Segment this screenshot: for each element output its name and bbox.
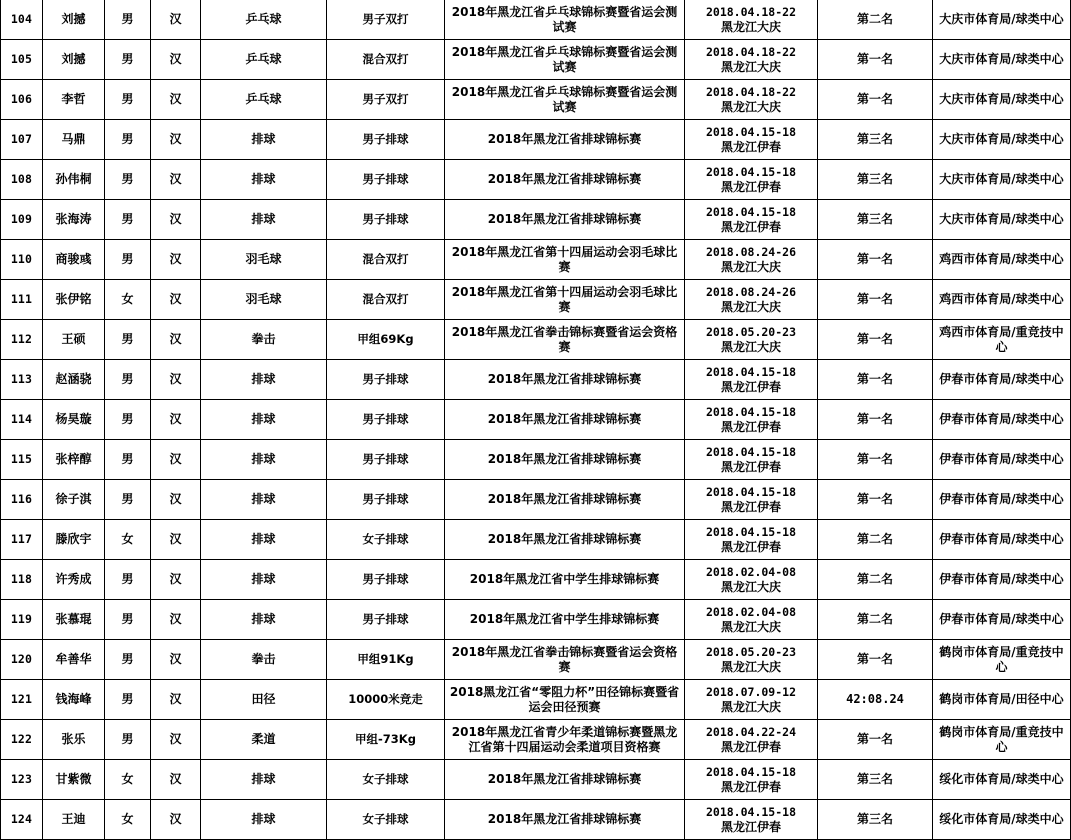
result-cell: 第一名 — [818, 720, 933, 760]
competition-cell: 2018年黑龙江省排球锦标赛 — [445, 120, 685, 160]
sport-cell: 拳击 — [201, 640, 327, 680]
table-row — [1, 360, 1071, 400]
date-text: 2018.07.09-12 — [705, 684, 796, 699]
competition-cell: 2018年黑龙江省第十四届运动会羽毛球比赛 — [445, 240, 685, 280]
result-cell: 第二名 — [818, 520, 933, 560]
sport-cell: 拳击 — [201, 320, 327, 360]
date-text: 2018.04.15-18 — [705, 804, 796, 819]
athlete-name-cell: 张慕琨 — [43, 600, 105, 640]
ethnicity-cell: 汉 — [151, 720, 201, 760]
gender-cell: 男 — [105, 560, 151, 600]
result-cell: 第三名 — [818, 800, 933, 840]
location-text: 黑龙江伊春 — [720, 739, 781, 754]
unit-cell: 伊春市体育局/球类中心 — [933, 400, 1071, 440]
competition-cell: 2018年黑龙江省排球锦标赛 — [445, 760, 685, 800]
competition-cell: 2018年黑龙江省排球锦标赛 — [445, 440, 685, 480]
ethnicity-cell: 汉 — [151, 400, 201, 440]
unit-cell: 伊春市体育局/球类中心 — [933, 600, 1071, 640]
sport-cell: 排球 — [201, 560, 327, 600]
row-number-cell: 106 — [1, 80, 43, 120]
date-location-cell — [685, 560, 818, 600]
competition-cell: 2018年黑龙江省中学生排球锦标赛 — [445, 560, 685, 600]
location-text: 黑龙江伊春 — [720, 419, 781, 434]
date-text: 2018.04.15-18 — [705, 524, 796, 539]
gender-cell: 男 — [105, 160, 151, 200]
row-number-cell: 109 — [1, 200, 43, 240]
gender-cell: 男 — [105, 80, 151, 120]
result-cell: 第二名 — [818, 600, 933, 640]
event-cell: 男子排球 — [327, 440, 445, 480]
gender-cell: 男 — [105, 240, 151, 280]
competition-cell: 2018年黑龙江省中学生排球锦标赛 — [445, 600, 685, 640]
date-text: 2018.04.15-18 — [705, 764, 796, 779]
ethnicity-cell: 汉 — [151, 360, 201, 400]
results-table-body — [1, 0, 1071, 840]
date-location-cell — [685, 760, 818, 800]
date-location-cell — [685, 720, 818, 760]
location-text: 黑龙江伊春 — [720, 179, 781, 194]
competition-cell: 2018年黑龙江省排球锦标赛 — [445, 480, 685, 520]
date-location-cell — [685, 40, 818, 80]
date-text: 2018.04.15-18 — [705, 484, 796, 499]
competition-cell: 2018年黑龙江省青少年柔道锦标赛暨黑龙江省第十四届运动会柔道项目资格赛 — [445, 720, 685, 760]
competition-cell: 2018年黑龙江省排球锦标赛 — [445, 360, 685, 400]
athlete-name-cell: 张伊铭 — [43, 280, 105, 320]
location-text: 黑龙江伊春 — [720, 379, 781, 394]
ethnicity-cell: 汉 — [151, 120, 201, 160]
event-cell: 混合双打 — [327, 40, 445, 80]
ethnicity-cell: 汉 — [151, 240, 201, 280]
ethnicity-cell: 汉 — [151, 280, 201, 320]
location-text: 黑龙江大庆 — [720, 259, 781, 274]
table-row — [1, 440, 1071, 480]
gender-cell: 男 — [105, 320, 151, 360]
table-row — [1, 0, 1071, 40]
location-text: 黑龙江伊春 — [720, 539, 781, 554]
event-cell: 男子排球 — [327, 360, 445, 400]
gender-cell: 男 — [105, 200, 151, 240]
athlete-name-cell: 牟善华 — [43, 640, 105, 680]
date-location-cell — [685, 80, 818, 120]
unit-cell: 鸡西市体育局/球类中心 — [933, 240, 1071, 280]
unit-cell: 绥化市体育局/球类中心 — [933, 760, 1071, 800]
table-row — [1, 160, 1071, 200]
table-row — [1, 680, 1071, 720]
date-location-cell — [685, 400, 818, 440]
ethnicity-cell: 汉 — [151, 440, 201, 480]
ethnicity-cell: 汉 — [151, 560, 201, 600]
event-cell: 混合双打 — [327, 280, 445, 320]
gender-cell: 女 — [105, 760, 151, 800]
table-row — [1, 520, 1071, 560]
sport-cell: 羽毛球 — [201, 280, 327, 320]
location-text: 黑龙江大庆 — [720, 619, 781, 634]
unit-cell: 伊春市体育局/球类中心 — [933, 440, 1071, 480]
unit-cell: 鸡西市体育局/球类中心 — [933, 280, 1071, 320]
row-number-cell: 121 — [1, 680, 43, 720]
result-cell: 第一名 — [818, 400, 933, 440]
gender-cell: 男 — [105, 600, 151, 640]
location-text: 黑龙江大庆 — [720, 99, 781, 114]
gender-cell: 男 — [105, 0, 151, 40]
athlete-name-cell: 钱海峰 — [43, 680, 105, 720]
row-number-cell: 107 — [1, 120, 43, 160]
result-cell: 第二名 — [818, 0, 933, 40]
row-number-cell: 110 — [1, 240, 43, 280]
competition-cell: 2018年黑龙江省拳击锦标赛暨省运会资格赛 — [445, 640, 685, 680]
unit-cell: 鸡西市体育局/重竞技中心 — [933, 320, 1071, 360]
result-cell: 第一名 — [818, 480, 933, 520]
unit-cell: 绥化市体育局/球类中心 — [933, 800, 1071, 840]
table-row — [1, 400, 1071, 440]
athlete-name-cell: 张乐 — [43, 720, 105, 760]
sport-cell: 排球 — [201, 480, 327, 520]
result-cell: 第一名 — [818, 40, 933, 80]
athlete-name-cell: 徐子淇 — [43, 480, 105, 520]
result-cell: 42:08.24 — [818, 680, 933, 720]
table-row — [1, 40, 1071, 80]
athlete-name-cell: 商骏彧 — [43, 240, 105, 280]
date-text: 2018.04.15-18 — [705, 404, 796, 419]
competition-cell: 2018黑龙江省“零阻力杯”田径锦标赛暨省运会田径预赛 — [445, 680, 685, 720]
athlete-name-cell: 杨昊璇 — [43, 400, 105, 440]
event-cell: 女子排球 — [327, 800, 445, 840]
competition-cell: 2018年黑龙江省排球锦标赛 — [445, 160, 685, 200]
row-number-cell: 116 — [1, 480, 43, 520]
athlete-name-cell: 王硕 — [43, 320, 105, 360]
result-cell: 第二名 — [818, 560, 933, 600]
ethnicity-cell: 汉 — [151, 680, 201, 720]
event-cell: 男子排球 — [327, 120, 445, 160]
ethnicity-cell: 汉 — [151, 40, 201, 80]
unit-cell: 伊春市体育局/球类中心 — [933, 480, 1071, 520]
date-text: 2018.04.15-18 — [705, 364, 796, 379]
location-text: 黑龙江伊春 — [720, 819, 781, 834]
table-row — [1, 600, 1071, 640]
date-location-cell — [685, 0, 818, 40]
competition-cell: 2018年黑龙江省乒乓球锦标赛暨省运会测试赛 — [445, 40, 685, 80]
gender-cell: 女 — [105, 520, 151, 560]
date-location-cell — [685, 240, 818, 280]
date-location-cell — [685, 440, 818, 480]
athlete-name-cell: 许秀成 — [43, 560, 105, 600]
date-location-cell — [685, 120, 818, 160]
event-cell: 甲组69Kg — [327, 320, 445, 360]
event-cell: 男子排球 — [327, 160, 445, 200]
date-text: 2018.08.24-26 — [705, 244, 796, 259]
result-cell: 第一名 — [818, 320, 933, 360]
sport-cell: 排球 — [201, 440, 327, 480]
row-number-cell: 111 — [1, 280, 43, 320]
result-cell: 第一名 — [818, 440, 933, 480]
table-row — [1, 280, 1071, 320]
athlete-name-cell: 张海涛 — [43, 200, 105, 240]
sport-cell: 排球 — [201, 760, 327, 800]
sport-cell: 田径 — [201, 680, 327, 720]
sport-cell: 乒乓球 — [201, 40, 327, 80]
gender-cell: 男 — [105, 120, 151, 160]
table-row — [1, 240, 1071, 280]
sport-cell: 排球 — [201, 520, 327, 560]
ethnicity-cell: 汉 — [151, 0, 201, 40]
gender-cell: 女 — [105, 800, 151, 840]
row-number-cell: 124 — [1, 800, 43, 840]
date-text: 2018.02.04-08 — [705, 564, 796, 579]
location-text: 黑龙江伊春 — [720, 779, 781, 794]
row-number-cell: 113 — [1, 360, 43, 400]
location-text: 黑龙江大庆 — [720, 699, 781, 714]
table-row — [1, 80, 1071, 120]
sport-cell: 排球 — [201, 400, 327, 440]
athlete-name-cell: 张梓醇 — [43, 440, 105, 480]
location-text: 黑龙江伊春 — [720, 499, 781, 514]
table-row — [1, 480, 1071, 520]
result-cell: 第三名 — [818, 120, 933, 160]
athlete-name-cell: 孙伟桐 — [43, 160, 105, 200]
competition-cell: 2018年黑龙江省排球锦标赛 — [445, 800, 685, 840]
date-location-cell — [685, 680, 818, 720]
location-text: 黑龙江大庆 — [720, 659, 781, 674]
date-location-cell — [685, 800, 818, 840]
sport-cell: 排球 — [201, 360, 327, 400]
event-cell: 男子排球 — [327, 560, 445, 600]
gender-cell: 男 — [105, 400, 151, 440]
location-text: 黑龙江伊春 — [720, 139, 781, 154]
gender-cell: 男 — [105, 720, 151, 760]
location-text: 黑龙江大庆 — [720, 19, 781, 34]
unit-cell: 大庆市体育局/球类中心 — [933, 160, 1071, 200]
date-location-cell — [685, 280, 818, 320]
date-location-cell — [685, 600, 818, 640]
gender-cell: 男 — [105, 40, 151, 80]
ethnicity-cell: 汉 — [151, 640, 201, 680]
athlete-name-cell: 滕欣宇 — [43, 520, 105, 560]
sport-cell: 排球 — [201, 600, 327, 640]
location-text: 黑龙江大庆 — [720, 59, 781, 74]
sport-cell: 排球 — [201, 160, 327, 200]
date-text: 2018.04.15-18 — [705, 204, 796, 219]
location-text: 黑龙江伊春 — [720, 459, 781, 474]
event-cell: 男子排球 — [327, 200, 445, 240]
athlete-name-cell: 甘紫微 — [43, 760, 105, 800]
table-row — [1, 640, 1071, 680]
sport-cell: 柔道 — [201, 720, 327, 760]
athlete-name-cell: 李哲 — [43, 80, 105, 120]
unit-cell: 鹤岗市体育局/田径中心 — [933, 680, 1071, 720]
unit-cell: 伊春市体育局/球类中心 — [933, 560, 1071, 600]
table-row — [1, 560, 1071, 600]
row-number-cell: 115 — [1, 440, 43, 480]
row-number-cell: 108 — [1, 160, 43, 200]
sport-cell: 排球 — [201, 200, 327, 240]
date-text: 2018.04.18-22 — [705, 84, 796, 99]
result-cell: 第一名 — [818, 240, 933, 280]
date-text: 2018.04.15-18 — [705, 164, 796, 179]
athlete-name-cell: 刘撼 — [43, 40, 105, 80]
date-location-cell — [685, 640, 818, 680]
sport-cell: 乒乓球 — [201, 80, 327, 120]
result-cell: 第一名 — [818, 280, 933, 320]
ethnicity-cell: 汉 — [151, 160, 201, 200]
date-text: 2018.05.20-23 — [705, 644, 796, 659]
ethnicity-cell: 汉 — [151, 480, 201, 520]
date-text: 2018.05.20-23 — [705, 324, 796, 339]
gender-cell: 男 — [105, 440, 151, 480]
sport-cell: 羽毛球 — [201, 240, 327, 280]
date-location-cell — [685, 320, 818, 360]
ethnicity-cell: 汉 — [151, 760, 201, 800]
event-cell: 男子排球 — [327, 400, 445, 440]
table-row — [1, 320, 1071, 360]
event-cell: 男子排球 — [327, 480, 445, 520]
gender-cell: 男 — [105, 480, 151, 520]
event-cell: 10000米竞走 — [327, 680, 445, 720]
athlete-name-cell: 刘撼 — [43, 0, 105, 40]
row-number-cell: 114 — [1, 400, 43, 440]
gender-cell: 男 — [105, 360, 151, 400]
result-cell: 第一名 — [818, 640, 933, 680]
location-text: 黑龙江伊春 — [720, 219, 781, 234]
ethnicity-cell: 汉 — [151, 80, 201, 120]
row-number-cell: 104 — [1, 0, 43, 40]
event-cell: 女子排球 — [327, 760, 445, 800]
table-row — [1, 800, 1071, 840]
ethnicity-cell: 汉 — [151, 320, 201, 360]
row-number-cell: 119 — [1, 600, 43, 640]
athlete-name-cell: 王迪 — [43, 800, 105, 840]
table-row — [1, 720, 1071, 760]
unit-cell: 大庆市体育局/球类中心 — [933, 40, 1071, 80]
ethnicity-cell: 汉 — [151, 800, 201, 840]
gender-cell: 女 — [105, 280, 151, 320]
row-number-cell: 122 — [1, 720, 43, 760]
competition-cell: 2018年黑龙江省第十四届运动会羽毛球比赛 — [445, 280, 685, 320]
competition-cell: 2018年黑龙江省排球锦标赛 — [445, 400, 685, 440]
date-location-cell — [685, 480, 818, 520]
result-cell: 第三名 — [818, 200, 933, 240]
ethnicity-cell: 汉 — [151, 600, 201, 640]
event-cell: 甲组91Kg — [327, 640, 445, 680]
event-cell: 男子双打 — [327, 0, 445, 40]
location-text: 黑龙江大庆 — [720, 579, 781, 594]
result-cell: 第三名 — [818, 160, 933, 200]
date-text: 2018.04.18-22 — [705, 4, 796, 19]
event-cell: 女子排球 — [327, 520, 445, 560]
unit-cell: 鹤岗市体育局/重竞技中心 — [933, 640, 1071, 680]
sport-cell: 排球 — [201, 800, 327, 840]
competition-cell: 2018年黑龙江省乒乓球锦标赛暨省运会测试赛 — [445, 80, 685, 120]
date-text: 2018.08.24-26 — [705, 284, 796, 299]
sport-cell: 乒乓球 — [201, 0, 327, 40]
event-cell: 男子双打 — [327, 80, 445, 120]
competition-cell: 2018年黑龙江省排球锦标赛 — [445, 200, 685, 240]
row-number-cell: 118 — [1, 560, 43, 600]
row-number-cell: 105 — [1, 40, 43, 80]
unit-cell: 大庆市体育局/球类中心 — [933, 120, 1071, 160]
date-text: 2018.04.15-18 — [705, 444, 796, 459]
date-location-cell — [685, 200, 818, 240]
ethnicity-cell: 汉 — [151, 520, 201, 560]
unit-cell: 大庆市体育局/球类中心 — [933, 0, 1071, 40]
event-cell: 男子排球 — [327, 600, 445, 640]
table-row — [1, 200, 1071, 240]
unit-cell: 伊春市体育局/球类中心 — [933, 520, 1071, 560]
unit-cell: 大庆市体育局/球类中心 — [933, 80, 1071, 120]
date-text: 2018.04.22-24 — [705, 724, 796, 739]
location-text: 黑龙江大庆 — [720, 339, 781, 354]
date-text: 2018.02.04-08 — [705, 604, 796, 619]
row-number-cell: 120 — [1, 640, 43, 680]
date-text: 2018.04.15-18 — [705, 124, 796, 139]
date-location-cell — [685, 520, 818, 560]
gender-cell: 男 — [105, 640, 151, 680]
unit-cell: 伊春市体育局/球类中心 — [933, 360, 1071, 400]
date-text: 2018.04.18-22 — [705, 44, 796, 59]
competition-cell: 2018年黑龙江省拳击锦标赛暨省运会资格赛 — [445, 320, 685, 360]
result-cell: 第三名 — [818, 760, 933, 800]
row-number-cell: 123 — [1, 760, 43, 800]
athlete-name-cell: 马鼎 — [43, 120, 105, 160]
gender-cell: 男 — [105, 680, 151, 720]
result-cell: 第一名 — [818, 360, 933, 400]
location-text: 黑龙江大庆 — [720, 299, 781, 314]
event-cell: 甲组-73Kg — [327, 720, 445, 760]
event-cell: 混合双打 — [327, 240, 445, 280]
ethnicity-cell: 汉 — [151, 200, 201, 240]
table-row — [1, 120, 1071, 160]
competition-cell: 2018年黑龙江省排球锦标赛 — [445, 520, 685, 560]
competition-cell: 2018年黑龙江省乒乓球锦标赛暨省运会测试赛 — [445, 0, 685, 40]
row-number-cell: 117 — [1, 520, 43, 560]
table-row — [1, 760, 1071, 800]
unit-cell: 鹤岗市体育局/重竞技中心 — [933, 720, 1071, 760]
date-location-cell — [685, 160, 818, 200]
unit-cell: 大庆市体育局/球类中心 — [933, 200, 1071, 240]
row-number-cell: 112 — [1, 320, 43, 360]
athlete-name-cell: 赵涵骁 — [43, 360, 105, 400]
date-location-cell — [685, 360, 818, 400]
sport-cell: 排球 — [201, 120, 327, 160]
result-cell: 第一名 — [818, 80, 933, 120]
